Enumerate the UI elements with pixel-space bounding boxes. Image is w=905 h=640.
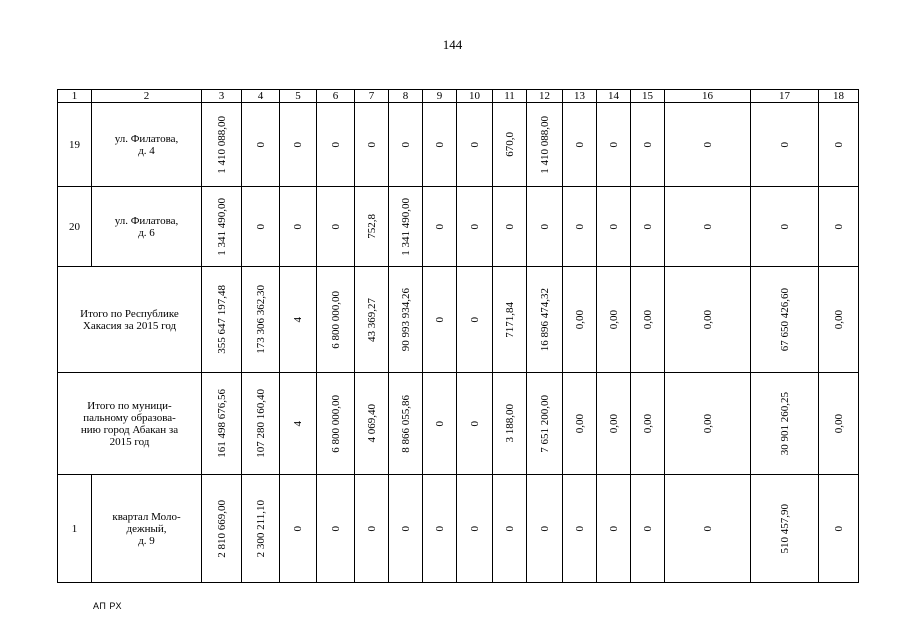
cell-value: 0 bbox=[433, 141, 446, 148]
cell-value: 0 bbox=[468, 223, 481, 230]
header-cell: 17 bbox=[751, 90, 819, 103]
header-cell: 7 bbox=[355, 90, 389, 103]
footer-mark: АП РХ bbox=[93, 601, 122, 611]
row-name-line: пальному образова- bbox=[83, 411, 176, 424]
cell-value: 0 bbox=[573, 525, 586, 532]
value-cell bbox=[457, 103, 493, 187]
cell-value: 0,00 bbox=[573, 413, 586, 434]
value-cell bbox=[317, 103, 355, 187]
cell-value: 0 bbox=[292, 141, 304, 148]
row-name bbox=[92, 475, 202, 583]
value-cell bbox=[280, 267, 317, 373]
value-cell bbox=[423, 187, 457, 267]
page-number: 144 bbox=[442, 37, 463, 52]
table-row bbox=[58, 187, 859, 267]
cell-value: 0 bbox=[538, 525, 551, 532]
cell-value: 0 bbox=[329, 525, 342, 532]
cell-value: 0 bbox=[433, 420, 446, 427]
value-cell bbox=[280, 103, 317, 187]
cell-value: 90 993 934,26 bbox=[399, 287, 412, 352]
value-cell bbox=[317, 475, 355, 583]
row-name bbox=[92, 103, 202, 187]
cell-value: 0 bbox=[468, 316, 481, 323]
row-name-line: д. 4 bbox=[138, 144, 155, 157]
value-cell bbox=[751, 103, 819, 187]
value-cell bbox=[493, 373, 527, 475]
value-cell bbox=[527, 187, 563, 267]
cell-value: 0 bbox=[573, 223, 586, 230]
row-name-line: Хакасия за 2015 год bbox=[82, 319, 177, 332]
value-cell bbox=[317, 373, 355, 475]
value-cell bbox=[280, 187, 317, 267]
header-cell: 5 bbox=[280, 90, 317, 103]
value-cell bbox=[389, 267, 423, 373]
value-cell bbox=[819, 475, 859, 583]
header-cell: 8 bbox=[389, 90, 423, 103]
header-cell: 12 bbox=[527, 90, 563, 103]
table-row bbox=[58, 475, 859, 583]
header-cell: 6 bbox=[317, 90, 355, 103]
cell-value: 0 bbox=[832, 525, 845, 532]
header-cell: 13 bbox=[563, 90, 597, 103]
value-cell bbox=[389, 475, 423, 583]
value-cell bbox=[563, 103, 597, 187]
value-cell bbox=[751, 373, 819, 475]
cell-value: 0 bbox=[641, 141, 654, 148]
cell-value: 1 410 088,00 bbox=[215, 115, 228, 174]
cell-value: 0,00 bbox=[573, 309, 586, 330]
value-cell bbox=[280, 373, 317, 475]
value-cell bbox=[355, 187, 389, 267]
cell-value: 510 457,90 bbox=[778, 503, 791, 554]
row-name-line: д. 6 bbox=[138, 226, 155, 239]
header-cell: 4 bbox=[242, 90, 280, 103]
cell-value: 0 bbox=[778, 223, 791, 230]
header-cell: 16 bbox=[665, 90, 751, 103]
cell-value: 0 bbox=[503, 525, 516, 532]
cell-value: 0 bbox=[701, 525, 714, 532]
cell-value: 0 bbox=[538, 223, 551, 230]
cell-value: 0 bbox=[433, 316, 446, 323]
value-cell bbox=[423, 267, 457, 373]
header-cell: 3 bbox=[202, 90, 242, 103]
row-name-line: 2015 год bbox=[109, 435, 150, 448]
value-cell bbox=[355, 373, 389, 475]
value-cell bbox=[202, 103, 242, 187]
header-row bbox=[58, 90, 859, 103]
cell-value: 0 bbox=[503, 223, 516, 230]
value-cell bbox=[423, 475, 457, 583]
value-cell bbox=[597, 187, 631, 267]
value-cell bbox=[457, 373, 493, 475]
value-cell bbox=[355, 267, 389, 373]
cell-value: 4 bbox=[292, 316, 304, 323]
table-row bbox=[58, 103, 859, 187]
table-row bbox=[58, 267, 859, 373]
value-cell bbox=[819, 373, 859, 475]
cell-value: 0 bbox=[607, 223, 620, 230]
value-cell bbox=[457, 267, 493, 373]
value-cell bbox=[355, 475, 389, 583]
value-cell bbox=[389, 187, 423, 267]
row-number: 20 bbox=[58, 187, 92, 267]
value-cell bbox=[527, 103, 563, 187]
value-cell bbox=[493, 267, 527, 373]
cell-value: 0 bbox=[254, 141, 267, 148]
value-cell bbox=[631, 187, 665, 267]
value-cell bbox=[631, 103, 665, 187]
header-cell: 1 bbox=[58, 90, 92, 103]
value-cell bbox=[242, 267, 280, 373]
cell-value: 0 bbox=[701, 223, 714, 230]
row-name-line: ул. Филатова, bbox=[114, 132, 179, 145]
value-cell bbox=[202, 267, 242, 373]
cell-value: 0 bbox=[399, 525, 412, 532]
cell-value: 4 bbox=[292, 420, 304, 427]
header-cell: 9 bbox=[423, 90, 457, 103]
value-cell bbox=[631, 373, 665, 475]
value-cell bbox=[665, 475, 751, 583]
cell-value: 67 650 426,60 bbox=[778, 287, 791, 352]
cell-value: 0,00 bbox=[607, 309, 620, 330]
row-name-line: дежный, bbox=[126, 522, 167, 535]
value-cell bbox=[317, 267, 355, 373]
cell-value: 43 369,27 bbox=[365, 297, 378, 342]
value-cell bbox=[389, 103, 423, 187]
cell-value: 752,8 bbox=[365, 214, 378, 239]
header-cell: 10 bbox=[457, 90, 493, 103]
value-cell bbox=[389, 373, 423, 475]
cell-value: 0,00 bbox=[701, 309, 714, 330]
cell-value: 173 306 362,30 bbox=[254, 285, 267, 354]
row-name-line: Итого по муници- bbox=[87, 399, 172, 412]
cell-value: 0,00 bbox=[641, 413, 654, 434]
value-cell bbox=[242, 475, 280, 583]
cell-value: 0 bbox=[329, 141, 342, 148]
value-cell bbox=[202, 187, 242, 267]
cell-value: 0,00 bbox=[607, 413, 620, 434]
cell-value: 2 300 211,10 bbox=[254, 499, 267, 558]
cell-value: 0 bbox=[399, 141, 412, 148]
cell-value: 161 498 676,56 bbox=[215, 389, 228, 458]
value-cell bbox=[631, 267, 665, 373]
header-cell: 2 bbox=[92, 90, 202, 103]
cell-value: 6 800 000,00 bbox=[329, 394, 342, 453]
data-table bbox=[57, 89, 859, 583]
value-cell bbox=[819, 187, 859, 267]
table-row bbox=[58, 373, 859, 475]
cell-value: 8 866 055,86 bbox=[399, 394, 412, 453]
value-cell bbox=[665, 267, 751, 373]
value-cell bbox=[597, 475, 631, 583]
value-cell bbox=[631, 475, 665, 583]
cell-value: 0 bbox=[573, 141, 586, 148]
value-cell bbox=[563, 187, 597, 267]
row-name bbox=[58, 267, 202, 373]
row-name-line: Итого по Республике bbox=[80, 307, 179, 320]
header-cell: 15 bbox=[631, 90, 665, 103]
cell-value: 7 651 200,00 bbox=[538, 394, 551, 453]
cell-value: 0,00 bbox=[701, 413, 714, 434]
value-cell bbox=[202, 373, 242, 475]
cell-value: 0 bbox=[701, 141, 714, 148]
cell-value: 0 bbox=[292, 525, 304, 532]
cell-value: 1 341 490,00 bbox=[399, 197, 412, 256]
value-cell bbox=[242, 187, 280, 267]
header-cell: 18 bbox=[819, 90, 859, 103]
value-cell bbox=[423, 373, 457, 475]
row-name-line: д. 9 bbox=[138, 534, 155, 547]
value-cell bbox=[242, 103, 280, 187]
cell-value: 4 069,40 bbox=[365, 404, 378, 443]
value-cell bbox=[355, 103, 389, 187]
cell-value: 6 800 000,00 bbox=[329, 290, 342, 349]
cell-value: 0 bbox=[292, 223, 304, 230]
cell-value: 107 280 160,40 bbox=[254, 389, 267, 458]
cell-value: 0 bbox=[433, 525, 446, 532]
cell-value: 0 bbox=[641, 525, 654, 532]
cell-value: 0 bbox=[433, 223, 446, 230]
value-cell bbox=[457, 187, 493, 267]
value-cell bbox=[493, 187, 527, 267]
value-cell bbox=[751, 475, 819, 583]
value-cell bbox=[665, 373, 751, 475]
cell-value: 0 bbox=[607, 525, 620, 532]
cell-value: 0 bbox=[607, 141, 620, 148]
value-cell bbox=[457, 475, 493, 583]
row-name bbox=[92, 187, 202, 267]
cell-value: 7171,84 bbox=[503, 301, 516, 338]
value-cell bbox=[563, 267, 597, 373]
cell-value: 355 647 197,48 bbox=[215, 285, 228, 354]
value-cell bbox=[665, 103, 751, 187]
value-cell bbox=[527, 475, 563, 583]
cell-value: 0,00 bbox=[832, 309, 845, 330]
row-number: 19 bbox=[58, 103, 92, 187]
cell-value: 1 410 088,00 bbox=[538, 115, 551, 174]
cell-value: 16 896 474,32 bbox=[538, 287, 551, 352]
value-cell bbox=[563, 373, 597, 475]
value-cell bbox=[493, 475, 527, 583]
cell-value: 0 bbox=[365, 525, 378, 532]
value-cell bbox=[597, 373, 631, 475]
value-cell bbox=[563, 475, 597, 583]
cell-value: 0 bbox=[329, 223, 342, 230]
cell-value: 0 bbox=[641, 223, 654, 230]
row-number: 1 bbox=[58, 475, 92, 583]
cell-value: 0 bbox=[468, 141, 481, 148]
cell-value: 0 bbox=[254, 223, 267, 230]
header-cell: 11 bbox=[493, 90, 527, 103]
header-cell: 14 bbox=[597, 90, 631, 103]
value-cell bbox=[280, 475, 317, 583]
cell-value: 670,0 bbox=[503, 132, 516, 157]
cell-value: 0,00 bbox=[832, 413, 845, 434]
value-cell bbox=[242, 373, 280, 475]
value-cell bbox=[819, 103, 859, 187]
value-cell bbox=[202, 475, 242, 583]
value-cell bbox=[751, 267, 819, 373]
cell-value: 0 bbox=[468, 525, 481, 532]
value-cell bbox=[819, 267, 859, 373]
value-cell bbox=[493, 103, 527, 187]
value-cell bbox=[527, 267, 563, 373]
row-name-line: ул. Филатова, bbox=[114, 214, 179, 227]
value-cell bbox=[527, 373, 563, 475]
value-cell bbox=[423, 103, 457, 187]
cell-value: 0 bbox=[778, 141, 791, 148]
value-cell bbox=[317, 187, 355, 267]
cell-value: 0 bbox=[832, 141, 845, 148]
cell-value: 0 bbox=[365, 141, 378, 148]
cell-value: 3 188,00 bbox=[503, 404, 516, 443]
value-cell bbox=[665, 187, 751, 267]
cell-value: 0 bbox=[468, 420, 481, 427]
cell-value: 0,00 bbox=[641, 309, 654, 330]
value-cell bbox=[751, 187, 819, 267]
row-name-line: квартал Моло- bbox=[112, 510, 181, 523]
value-cell bbox=[597, 103, 631, 187]
cell-value: 30 901 260,25 bbox=[778, 391, 791, 456]
row-name-line: нию город Абакан за bbox=[80, 423, 179, 436]
row-name bbox=[58, 373, 202, 475]
cell-value: 1 341 490,00 bbox=[215, 197, 228, 256]
value-cell bbox=[597, 267, 631, 373]
cell-value: 0 bbox=[832, 223, 845, 230]
cell-value: 2 810 669,00 bbox=[215, 499, 228, 558]
